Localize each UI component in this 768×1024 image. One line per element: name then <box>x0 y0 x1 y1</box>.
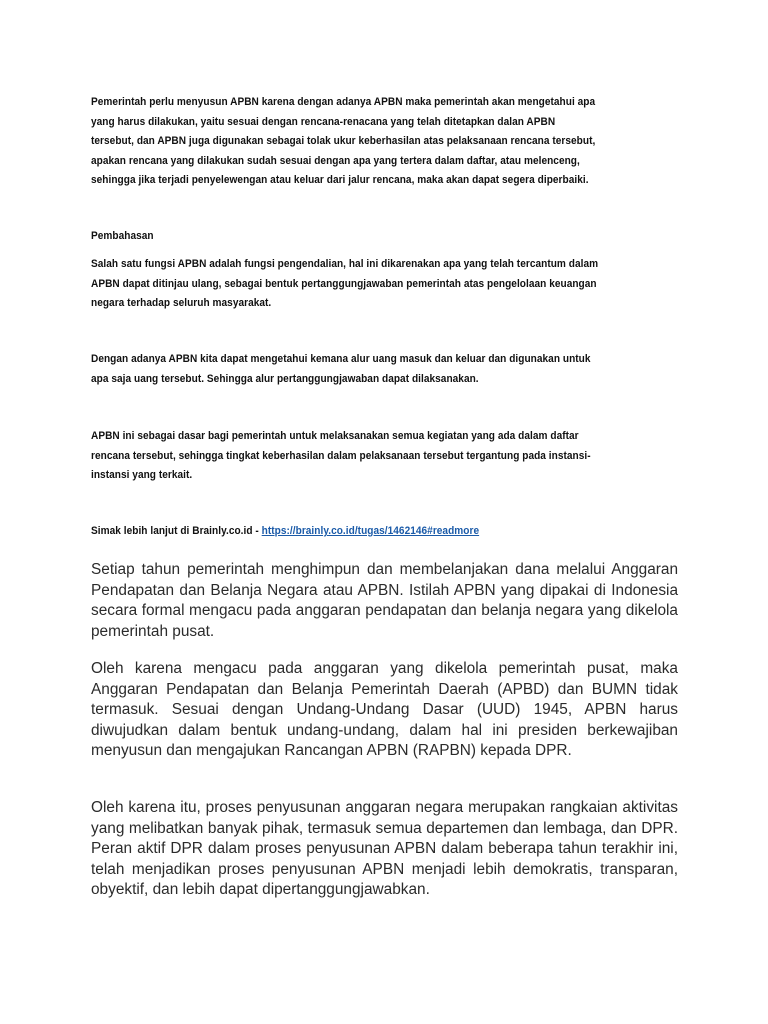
paragraph-4-line: instansi yang terkait. <box>91 469 193 481</box>
section-heading <box>91 227 615 247</box>
paragraph-1 <box>91 93 615 191</box>
body-paragraph-1: Setiap tahun pemerintah menghimpun dan membelanjakan dana melalui Anggaran Pendapatan dan Belanja Negara atau APBN. Istilah APBN yang dipakai di Indonesia secara formal mengacu pada anggaran pendapatan dan belanja negara yang dikelola pemerintah pusat. <box>91 561 678 640</box>
body-paragraph-2: Oleh karena mengacu pada anggaran yang dikelola pemerintah pusat, maka Anggaran Pendapatan dan Belanja Pemerintah Daerah (APBD) dan BUMN tidak termasuk. Sesuai dengan Undang-Undang Dasar (UUD) 1945, APBN harus diwujudkan dalam bentuk undang-undang, dalam hal ini presiden berkewajiban menyusun dan mengajukan Rancangan APBN (RAPBN) kepada DPR. <box>91 660 678 760</box>
heading-pembahasan: Pembahasan <box>91 230 154 242</box>
paragraph-1-line: Pemerintah perlu menyusun APBN karena dengan adanya APBN maka pemerintah akan mengetahui apa <box>91 96 596 108</box>
paragraph-2-line: negara terhadap seluruh masyarakat. <box>91 297 272 309</box>
body-paragraph-3: Oleh karena itu, proses penyusunan anggaran negara merupakan rangkaian aktivitas yang melibatkan banyak pihak, termasuk semua departemen dan lembaga, dan DPR. Peran aktif DPR dalam proses penyusunan APBN dalam beberapa tahun terakhir ini, telah menjadikan proses penyusunan APBN menjadi lebih demokratis, transparan, obyektif, dan lebih dapat dipertanggungjawabkan. <box>91 799 678 899</box>
paragraph-2-line: APBN dapat ditinjau ulang, sebagai bentuk pertanggungjawaban pemerintah atas pengelolaan keuangan <box>91 277 597 290</box>
paragraph-2-line: Salah satu fungsi APBN adalah fungsi pengendalian, hal ini dikarenakan apa yang telah tercantum dalam <box>91 258 599 270</box>
paragraph-3-line: apa saja uang tersebut. Sehingga alur pertanggungjawaban dapat dilaksanakan. <box>91 372 479 385</box>
paragraph-2 <box>91 255 615 314</box>
paragraph-3-line: Dengan adanya APBN kita dapat mengetahui kemana alur uang masuk dan keluar dan digunakan untuk <box>91 353 591 365</box>
source-line <box>91 522 615 542</box>
source-line-text <box>91 522 615 542</box>
paragraph-4-line: rencana tersebut, sehingga tingkat keberhasilan dalam pelaksanaan tersebut tergantung pada instansi- <box>91 449 591 462</box>
paragraph-4-line: APBN ini sebagai dasar bagi pemerintah untuk melaksanakan semua kegiatan yang ada dalam daftar <box>91 430 579 442</box>
paragraph-4 <box>91 427 615 486</box>
source-prefix: Simak lebih lanjut di Brainly.co.id - <box>91 525 262 537</box>
paragraph-1-line: tersebut, dan APBN juga digunakan sebagai tolak ukur keberhasilan atas pelaksanaan rencana tersebut, <box>91 135 596 147</box>
paragraph-3 <box>91 350 615 389</box>
paragraph-1-line: yang harus dilakukan, yaitu sesuai dengan rencana-renacana yang telah ditetapkan dalan APBN <box>91 115 556 128</box>
paragraph-1-line: apakan rencana yang dilakukan sudah sesuai dengan apa yang tertera dalam daftar, atau melenceng, <box>91 154 580 167</box>
paragraph-1-line: sehingga jika terjadi penyelewengan atau keluar dari jalur rencana, maka akan dapat segera diperbaiki. <box>91 174 589 186</box>
source-link[interactable]: https://brainly.co.id/tugas/1462146#readmore <box>261 525 480 537</box>
